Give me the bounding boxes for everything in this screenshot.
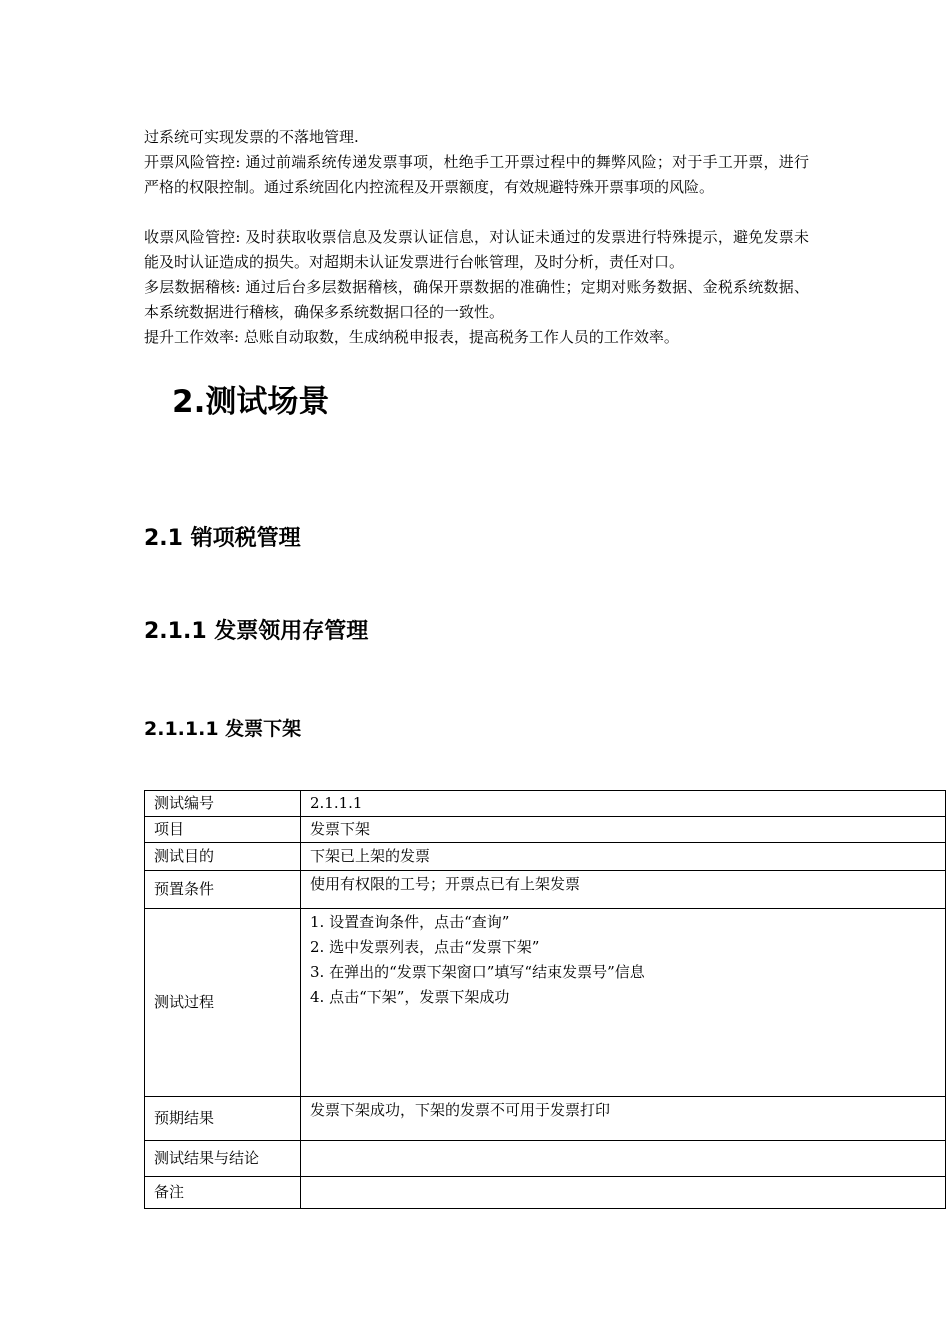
table-row [145, 843, 946, 871]
procedure-step-3: 3. 在弹出的“发票下架窗口”填写“结束发票号”信息 [310, 963, 645, 981]
table-row [145, 1097, 946, 1141]
row-label-expected-result: 预期结果 [145, 1097, 301, 1141]
procedure-step-1: 1. 设置查询条件，点击“查询” [310, 913, 510, 931]
intro-paragraph-3: 收票风险管控: 及时获取收票信息及发票认证信息，对认证未通过的发票进行特殊提示，避免发票未能及时认证造成的损失。对超期未认证发票进行台帐管理，及时分析，责任对口。 [144, 228, 809, 271]
subsection-heading-invoice-removal: 2.1.1.1 发票下架 [144, 718, 302, 740]
row-value-purpose: 下架已上架的发票 [301, 843, 946, 871]
row-label-result-conclusion: 测试结果与结论 [145, 1141, 301, 1177]
row-value-result-conclusion [301, 1141, 946, 1177]
row-label-procedure: 测试过程 [145, 909, 301, 1097]
intro-paragraph-5: 提升工作效率: 总账自动取数，生成纳税申报表，提高税务工作人员的工作效率。 [144, 328, 679, 346]
table-row [145, 817, 946, 843]
row-value-precondition: 使用有权限的工号；开票点已有上架发票 [301, 871, 946, 909]
procedure-step-4: 4. 点击“下架”，发票下架成功 [310, 988, 510, 1006]
intro-paragraph-4: 多层数据稽核: 通过后台多层数据稽核，确保开票数据的准确性；定期对账务数据、金税系统数据、本系统数据进行稽核，确保多系统数据口径的一致性。 [144, 278, 809, 321]
section-heading-test-scenarios: 2.测试场景 [172, 384, 330, 420]
procedure-step-2: 2. 选中发票列表，点击“发票下架” [310, 938, 540, 956]
test-case-table [144, 790, 946, 1209]
subsection-heading-invoice-inventory: 2.1.1 发票领用存管理 [144, 619, 369, 644]
table-row [145, 871, 946, 909]
row-value-test-id: 2.1.1.1 [301, 791, 946, 817]
table-row [145, 1177, 946, 1209]
table-row [145, 1141, 946, 1177]
intro-paragraph-1: 过系统可实现发票的不落地管理. [144, 128, 359, 146]
row-value-expected-result: 发票下架成功，下架的发票不可用于发票打印 [301, 1097, 946, 1141]
row-label-precondition: 预置条件 [145, 871, 301, 909]
row-label-purpose: 测试目的 [145, 843, 301, 871]
row-label-remarks: 备注 [145, 1177, 301, 1209]
table-row [145, 909, 946, 1097]
row-label-item: 项目 [145, 817, 301, 843]
subsection-heading-output-tax: 2.1 销项税管理 [144, 526, 301, 551]
row-label-test-id: 测试编号 [145, 791, 301, 817]
row-value-remarks [301, 1177, 946, 1209]
row-value-procedure [301, 909, 946, 1097]
row-value-item: 发票下架 [301, 817, 946, 843]
table-row [145, 791, 946, 817]
intro-paragraph-2: 开票风险管控: 通过前端系统传递发票事项，杜绝手工开票过程中的舞弊风险；对于手工开票，进行严格的权限控制。通过系统固化内控流程及开票额度，有效规避特殊开票事项的风险。 [144, 153, 809, 196]
